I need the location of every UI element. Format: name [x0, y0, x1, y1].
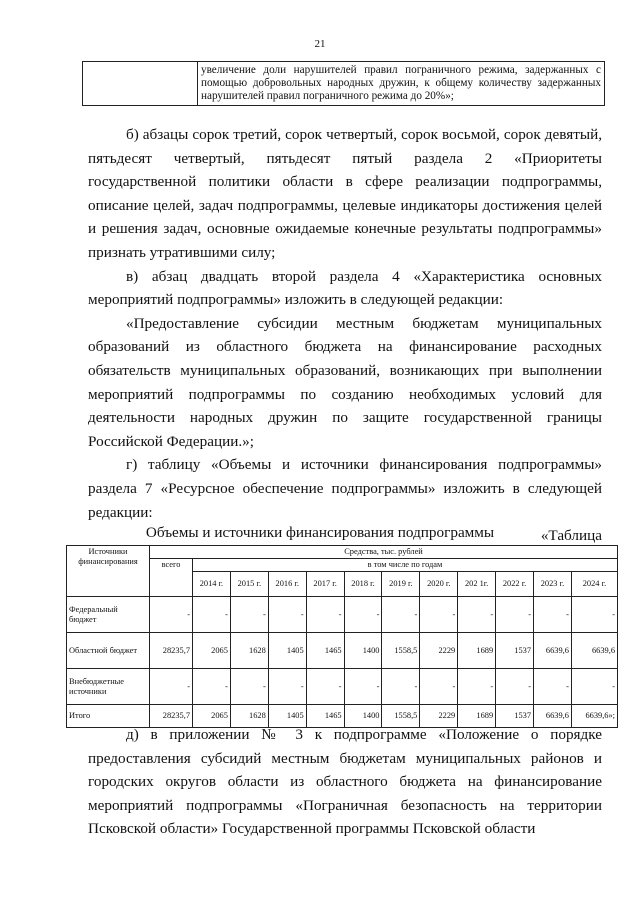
table-cell: - — [571, 597, 617, 633]
table-cell: - — [382, 669, 420, 705]
paragraph-v: в) абзац двадцать второй раздела 4 «Характеристика основных мероприятий подпрограммы» изложить в следующей редакции: — [88, 267, 602, 309]
table-label: «Таблица — [540, 527, 602, 545]
header-total: всего — [150, 559, 193, 597]
table-cell: 6639,6 — [534, 705, 572, 728]
header-year: 2019 г. — [382, 572, 420, 597]
table-cell: - — [458, 669, 496, 705]
table-header-row — [67, 559, 618, 572]
indicator-text: увеличение доли нарушителей правил пограничного режима, задержанных с помощью добровольных народных дружин, к общему количеству задержанных нарушителей правил пограничного режима до 20%»; — [198, 62, 605, 106]
row-label: Областной бюджет — [67, 633, 150, 669]
table-cell: 1537 — [496, 633, 534, 669]
table-cell: - — [306, 597, 344, 633]
row-label: Федеральный бюджет — [67, 597, 150, 633]
table-caption: Объемы и источники финансирования подпрограммы — [145, 524, 495, 541]
table-cell: 1405 — [268, 633, 306, 669]
header-year: 2016 г. — [268, 572, 306, 597]
table-cell: 6639,6»; — [571, 705, 617, 728]
header-funds: Средства, тыс. рублей — [150, 546, 618, 559]
table-cell: 2065 — [193, 705, 231, 728]
table-row — [67, 633, 618, 669]
table-cell: - — [193, 669, 231, 705]
paragraph-quote: «Предоставление субсидии местным бюджетам муниципальных образований из областного бюджета на финансирование расходных обязательств муниципальных образований, возникающих при выполнении мероприятий подпрограммы по созданию необходимых условий для деятельности народных дружин по защите государственной границы Российской Федерации.»; — [88, 314, 602, 450]
header-year: 2020 г. — [420, 572, 458, 597]
continuation-table — [82, 61, 605, 106]
paragraph-b: б) абзацы сорок третий, сорок четвертый, сорок восьмой, сорок девятый, пятьдесят четвертый, пятьдесят пятый раздела 2 «Приоритеты государственной политики области в сфере реализации подпрограммы, описание целей, задач подпрограммы, целевые индикаторы достижения целей и решения задач, основные ожидаемые конечные результаты подпрограммы» признать утратившими силу; — [88, 126, 602, 261]
table-row — [67, 597, 618, 633]
table-cell: - — [458, 597, 496, 633]
header-year: 2017 г. — [306, 572, 344, 597]
paragraph-g: г) таблицу «Объемы и источники финансирования подпрограммы» раздела 7 «Ресурсное обеспечение подпрограммы» изложить в следующей редакции: — [88, 456, 602, 521]
paragraph-d: д) в приложении № 3 к подпрограмме «Положение о порядке предоставления субсидий местным бюджетам муниципальных районов и городских округов области из областного бюджета на финансирование мероприятий подпрограммы «Пограничная безопасность на территории Псковской области» Государственной программы Псковской области — [88, 726, 602, 838]
table-cell: - — [344, 597, 382, 633]
table-row — [83, 62, 605, 106]
table-cell: 6639,6 — [534, 633, 572, 669]
header-year: 2024 г. — [571, 572, 617, 597]
table-cell: - — [344, 669, 382, 705]
table-cell: - — [230, 669, 268, 705]
table-cell: 1558,5 — [382, 705, 420, 728]
table-cell: 2229 — [420, 705, 458, 728]
empty-cell — [83, 62, 198, 106]
table-cell: 1465 — [306, 633, 344, 669]
header-year: 2014 г. — [193, 572, 231, 597]
table-header-row — [67, 546, 618, 559]
table-cell: - — [150, 669, 193, 705]
header-source: Источники финансирования — [67, 546, 150, 597]
table-cell: 6639,6 — [571, 633, 617, 669]
table-cell: - — [571, 669, 617, 705]
table-cell: 1537 — [496, 705, 534, 728]
row-label: Итого — [67, 705, 150, 728]
table-cell: - — [230, 597, 268, 633]
table-cell: - — [193, 597, 231, 633]
table-cell: - — [534, 597, 572, 633]
table-cell: - — [496, 669, 534, 705]
table-cell: 1628 — [230, 705, 268, 728]
table-cell: 28235,7 — [150, 633, 193, 669]
table-cell: - — [420, 669, 458, 705]
table-cell: 28235,7 — [150, 705, 193, 728]
header-year: 2023 г. — [534, 572, 572, 597]
table-cell: 1628 — [230, 633, 268, 669]
header-year: 202 1г. — [458, 572, 496, 597]
table-cell: 1689 — [458, 633, 496, 669]
header-year: 2015 г. — [230, 572, 268, 597]
table-cell: - — [496, 597, 534, 633]
table-cell: - — [268, 669, 306, 705]
table-cell: 2065 — [193, 633, 231, 669]
header-year: 2022 г. — [496, 572, 534, 597]
header-by-years: в том числе по годам — [193, 559, 618, 572]
header-year: 2018 г. — [344, 572, 382, 597]
table-cell: - — [534, 669, 572, 705]
table-cell: - — [382, 597, 420, 633]
table-cell: 2229 — [420, 633, 458, 669]
financing-table — [66, 545, 618, 728]
page-number: 21 — [314, 38, 326, 50]
table-cell: - — [306, 669, 344, 705]
table-cell: 1558,5 — [382, 633, 420, 669]
body-text — [88, 123, 602, 548]
table-cell: 1689 — [458, 705, 496, 728]
row-label: Внебюджетные источники — [67, 669, 150, 705]
table-cell: 1400 — [344, 705, 382, 728]
table-cell: - — [150, 597, 193, 633]
table-cell: - — [268, 597, 306, 633]
table-row — [67, 669, 618, 705]
table-cell: 1465 — [306, 705, 344, 728]
table-cell: 1400 — [344, 633, 382, 669]
table-cell: - — [420, 597, 458, 633]
table-cell: 1405 — [268, 705, 306, 728]
bottom-text — [88, 723, 602, 841]
